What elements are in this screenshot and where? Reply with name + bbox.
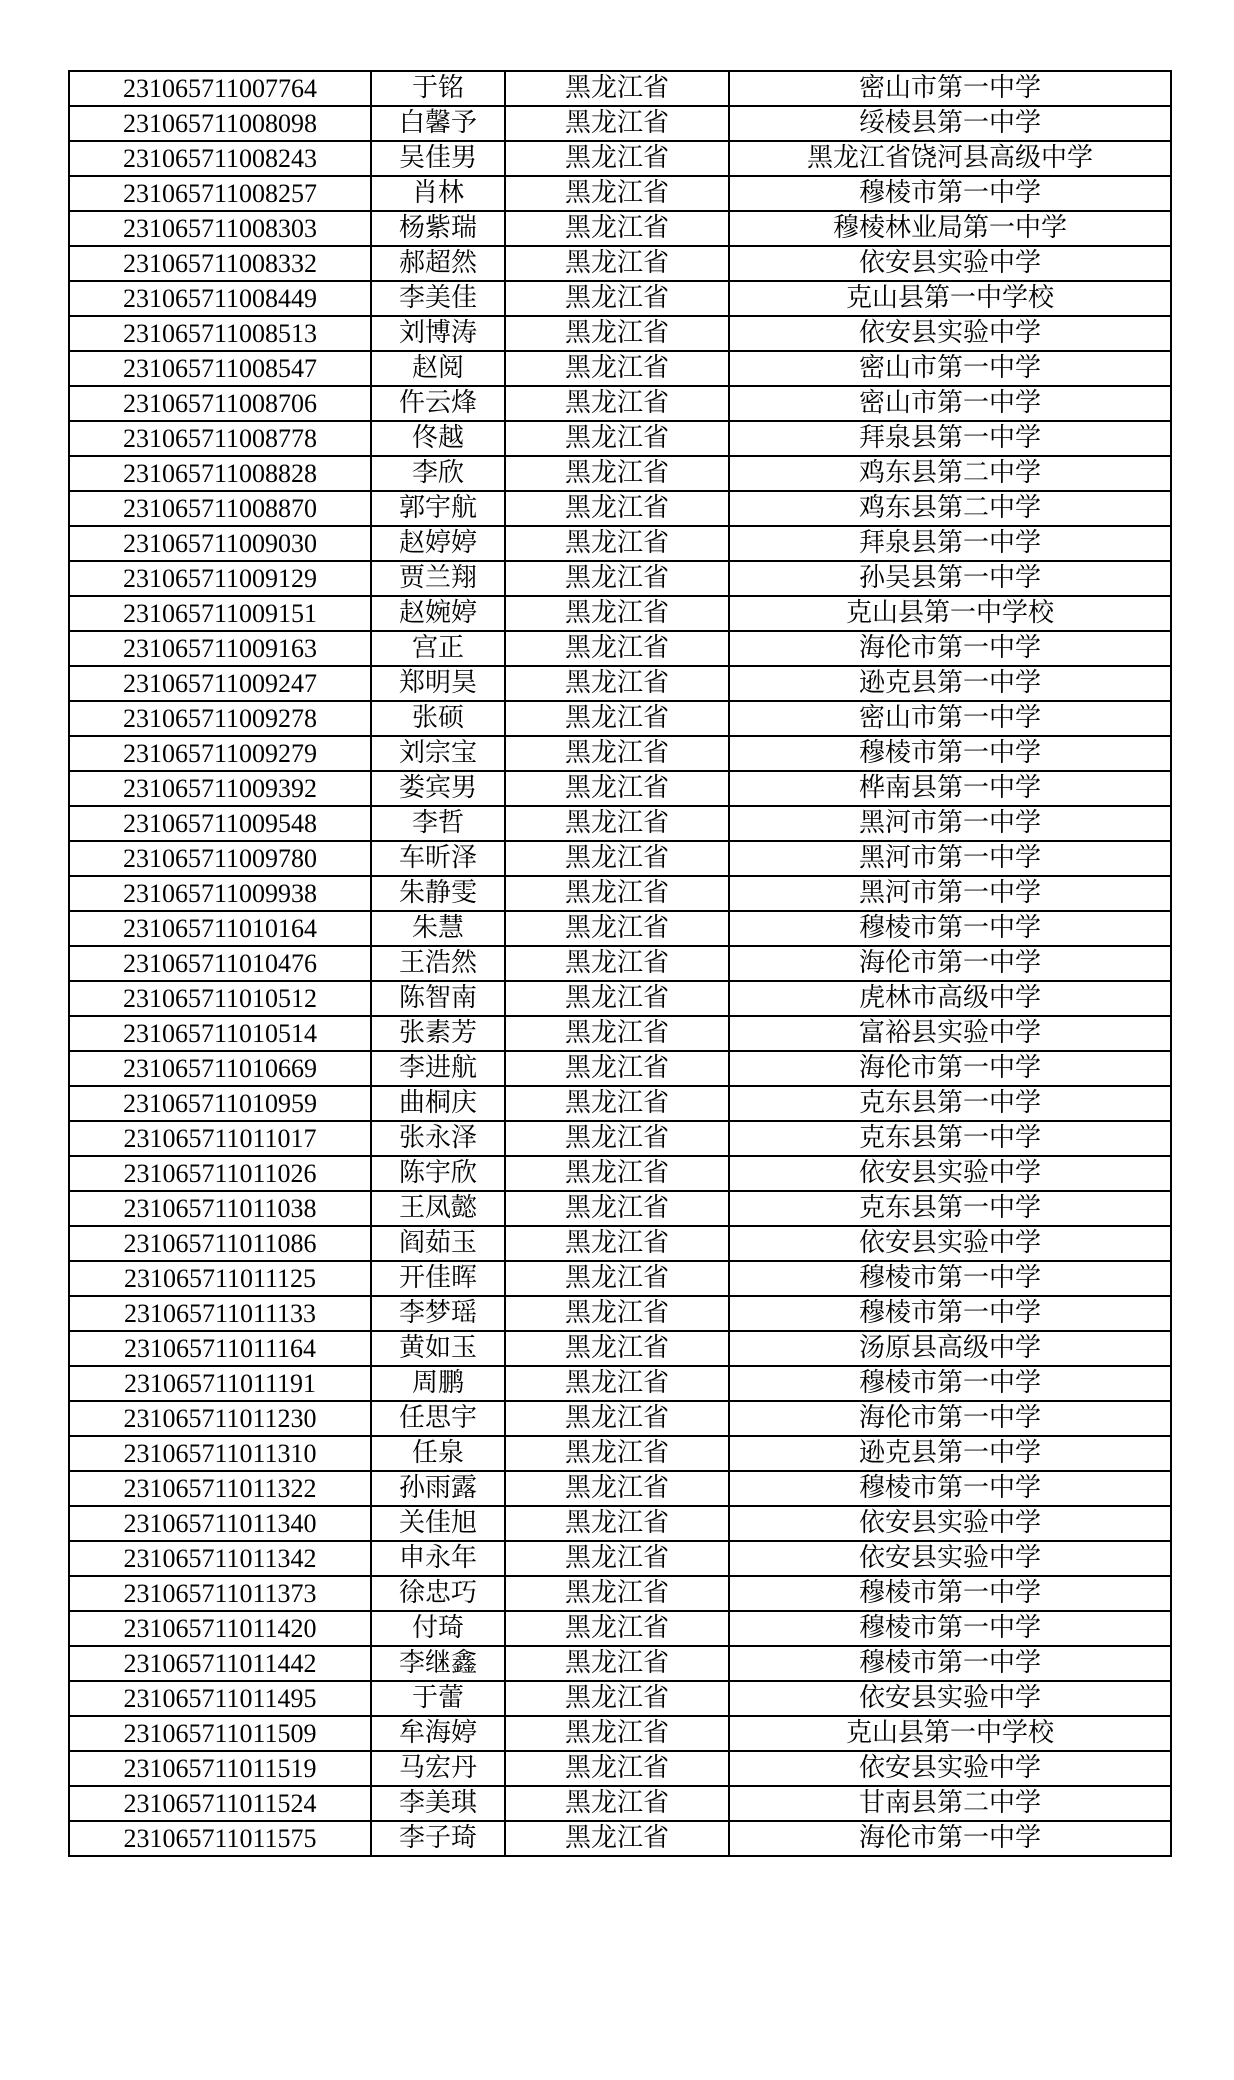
school-cell: 密山市第一中学 — [729, 71, 1171, 106]
student-id-cell: 231065711010669 — [69, 1051, 371, 1086]
school-cell: 虎林市高级中学 — [729, 981, 1171, 1016]
student-name-cell: 白馨予 — [371, 106, 505, 141]
student-id-cell: 231065711011191 — [69, 1366, 371, 1401]
student-name-cell: 张硕 — [371, 701, 505, 736]
table-row — [69, 106, 1171, 141]
table-row — [69, 491, 1171, 526]
student-id-cell: 231065711009151 — [69, 596, 371, 631]
student-id-cell: 231065711010512 — [69, 981, 371, 1016]
school-cell: 海伦市第一中学 — [729, 1821, 1171, 1856]
school-cell: 富裕县实验中学 — [729, 1016, 1171, 1051]
student-id-cell: 231065711008303 — [69, 211, 371, 246]
table-row — [69, 1121, 1171, 1156]
school-cell: 依安县实验中学 — [729, 1541, 1171, 1576]
province-cell: 黑龙江省 — [505, 1751, 729, 1786]
table-row — [69, 1401, 1171, 1436]
province-cell: 黑龙江省 — [505, 1121, 729, 1156]
school-cell: 依安县实验中学 — [729, 1681, 1171, 1716]
student-id-cell: 231065711011322 — [69, 1471, 371, 1506]
table-row — [69, 736, 1171, 771]
province-cell: 黑龙江省 — [505, 1611, 729, 1646]
province-cell: 黑龙江省 — [505, 1086, 729, 1121]
student-id-cell: 231065711009129 — [69, 561, 371, 596]
table-row — [69, 1646, 1171, 1681]
province-cell: 黑龙江省 — [505, 981, 729, 1016]
table-row — [69, 176, 1171, 211]
student-name-cell: 陈智南 — [371, 981, 505, 1016]
school-cell: 拜泉县第一中学 — [729, 526, 1171, 561]
province-cell: 黑龙江省 — [505, 1016, 729, 1051]
province-cell: 黑龙江省 — [505, 106, 729, 141]
student-id-cell: 231065711008778 — [69, 421, 371, 456]
school-cell: 密山市第一中学 — [729, 701, 1171, 736]
table-row — [69, 771, 1171, 806]
student-id-cell: 231065711009030 — [69, 526, 371, 561]
table-row — [69, 841, 1171, 876]
student-id-cell: 231065711008870 — [69, 491, 371, 526]
student-id-cell: 231065711011524 — [69, 1786, 371, 1821]
student-name-cell: 宫正 — [371, 631, 505, 666]
school-cell: 穆棱市第一中学 — [729, 736, 1171, 771]
school-cell: 依安县实验中学 — [729, 246, 1171, 281]
student-id-cell: 231065711009163 — [69, 631, 371, 666]
student-name-cell: 李进航 — [371, 1051, 505, 1086]
student-name-cell: 周鹏 — [371, 1366, 505, 1401]
province-cell: 黑龙江省 — [505, 1226, 729, 1261]
table-row — [69, 1226, 1171, 1261]
table-row — [69, 1156, 1171, 1191]
student-name-cell: 王凤懿 — [371, 1191, 505, 1226]
student-name-cell: 车昕泽 — [371, 841, 505, 876]
student-id-cell: 231065711009548 — [69, 806, 371, 841]
school-cell: 逊克县第一中学 — [729, 666, 1171, 701]
student-name-cell: 赵婷婷 — [371, 526, 505, 561]
student-id-cell: 231065711008098 — [69, 106, 371, 141]
school-cell: 穆棱市第一中学 — [729, 1471, 1171, 1506]
student-name-cell: 李美佳 — [371, 281, 505, 316]
school-cell: 孙吴县第一中学 — [729, 561, 1171, 596]
table-row — [69, 1016, 1171, 1051]
student-name-cell: 朱慧 — [371, 911, 505, 946]
student-name-cell: 任泉 — [371, 1436, 505, 1471]
table-row — [69, 1086, 1171, 1121]
province-cell: 黑龙江省 — [505, 1051, 729, 1086]
student-name-cell: 阎茹玉 — [371, 1226, 505, 1261]
province-cell: 黑龙江省 — [505, 1331, 729, 1366]
school-cell: 克东县第一中学 — [729, 1086, 1171, 1121]
student-id-cell: 231065711011164 — [69, 1331, 371, 1366]
school-cell: 克东县第一中学 — [729, 1191, 1171, 1226]
table-row — [69, 1716, 1171, 1751]
table-row — [69, 911, 1171, 946]
student-name-cell: 贾兰翔 — [371, 561, 505, 596]
student-id-cell: 231065711011086 — [69, 1226, 371, 1261]
table-row — [69, 1751, 1171, 1786]
table-row — [69, 701, 1171, 736]
province-cell: 黑龙江省 — [505, 806, 729, 841]
school-cell: 依安县实验中学 — [729, 1226, 1171, 1261]
school-cell: 依安县实验中学 — [729, 1156, 1171, 1191]
student-id-cell: 231065711011038 — [69, 1191, 371, 1226]
school-cell: 汤原县高级中学 — [729, 1331, 1171, 1366]
province-cell: 黑龙江省 — [505, 1156, 729, 1191]
table-row — [69, 1611, 1171, 1646]
table-row — [69, 1366, 1171, 1401]
table-row — [69, 526, 1171, 561]
roster-table-body — [69, 71, 1171, 1856]
school-cell: 海伦市第一中学 — [729, 1051, 1171, 1086]
student-id-cell: 231065711011420 — [69, 1611, 371, 1646]
province-cell: 黑龙江省 — [505, 1436, 729, 1471]
table-row — [69, 1471, 1171, 1506]
table-row — [69, 1681, 1171, 1716]
province-cell: 黑龙江省 — [505, 876, 729, 911]
school-cell: 黑河市第一中学 — [729, 841, 1171, 876]
province-cell: 黑龙江省 — [505, 491, 729, 526]
school-cell: 甘南县第二中学 — [729, 1786, 1171, 1821]
table-row — [69, 246, 1171, 281]
school-cell: 密山市第一中学 — [729, 386, 1171, 421]
province-cell: 黑龙江省 — [505, 316, 729, 351]
table-row — [69, 1191, 1171, 1226]
school-cell: 依安县实验中学 — [729, 1751, 1171, 1786]
student-id-cell: 231065711009392 — [69, 771, 371, 806]
student-name-cell: 李子琦 — [371, 1821, 505, 1856]
student-id-cell: 231065711011495 — [69, 1681, 371, 1716]
province-cell: 黑龙江省 — [505, 1716, 729, 1751]
student-id-cell: 231065711008513 — [69, 316, 371, 351]
table-row — [69, 1261, 1171, 1296]
province-cell: 黑龙江省 — [505, 701, 729, 736]
school-cell: 克东县第一中学 — [729, 1121, 1171, 1156]
student-name-cell: 徐忠巧 — [371, 1576, 505, 1611]
table-row — [69, 1051, 1171, 1086]
student-id-cell: 231065711008706 — [69, 386, 371, 421]
school-cell: 依安县实验中学 — [729, 1506, 1171, 1541]
province-cell: 黑龙江省 — [505, 736, 729, 771]
student-name-cell: 张永泽 — [371, 1121, 505, 1156]
student-id-cell: 231065711011509 — [69, 1716, 371, 1751]
student-id-cell: 231065711011230 — [69, 1401, 371, 1436]
student-name-cell: 付琦 — [371, 1611, 505, 1646]
province-cell: 黑龙江省 — [505, 281, 729, 316]
student-name-cell: 赵婉婷 — [371, 596, 505, 631]
student-name-cell: 王浩然 — [371, 946, 505, 981]
school-cell: 黑河市第一中学 — [729, 876, 1171, 911]
student-id-cell: 231065711009279 — [69, 736, 371, 771]
student-name-cell: 李欣 — [371, 456, 505, 491]
student-id-cell: 231065711008449 — [69, 281, 371, 316]
school-cell: 鸡东县第二中学 — [729, 456, 1171, 491]
table-row — [69, 211, 1171, 246]
school-cell: 海伦市第一中学 — [729, 946, 1171, 981]
student-name-cell: 任思宇 — [371, 1401, 505, 1436]
province-cell: 黑龙江省 — [505, 141, 729, 176]
student-name-cell: 黄如玉 — [371, 1331, 505, 1366]
student-name-cell: 刘宗宝 — [371, 736, 505, 771]
school-cell: 密山市第一中学 — [729, 351, 1171, 386]
province-cell: 黑龙江省 — [505, 1366, 729, 1401]
student-name-cell: 开佳晖 — [371, 1261, 505, 1296]
student-name-cell: 吴佳男 — [371, 141, 505, 176]
province-cell: 黑龙江省 — [505, 386, 729, 421]
student-id-cell: 231065711009780 — [69, 841, 371, 876]
province-cell: 黑龙江省 — [505, 1296, 729, 1331]
table-row — [69, 1506, 1171, 1541]
table-row — [69, 666, 1171, 701]
school-cell: 克山县第一中学校 — [729, 596, 1171, 631]
school-cell: 穆棱市第一中学 — [729, 1366, 1171, 1401]
school-cell: 黑河市第一中学 — [729, 806, 1171, 841]
province-cell: 黑龙江省 — [505, 526, 729, 561]
student-name-cell: 刘博涛 — [371, 316, 505, 351]
province-cell: 黑龙江省 — [505, 1506, 729, 1541]
school-cell: 穆棱林业局第一中学 — [729, 211, 1171, 246]
student-name-cell: 郑明昊 — [371, 666, 505, 701]
student-name-cell: 郭宇航 — [371, 491, 505, 526]
province-cell: 黑龙江省 — [505, 351, 729, 386]
province-cell: 黑龙江省 — [505, 911, 729, 946]
school-cell: 穆棱市第一中学 — [729, 911, 1171, 946]
student-id-cell: 231065711010164 — [69, 911, 371, 946]
roster-table — [68, 70, 1172, 1857]
student-name-cell: 陈宇欣 — [371, 1156, 505, 1191]
province-cell: 黑龙江省 — [505, 946, 729, 981]
province-cell: 黑龙江省 — [505, 666, 729, 701]
student-id-cell: 231065711008257 — [69, 176, 371, 211]
student-id-cell: 231065711010959 — [69, 1086, 371, 1121]
province-cell: 黑龙江省 — [505, 1681, 729, 1716]
school-cell: 穆棱市第一中学 — [729, 1646, 1171, 1681]
school-cell: 依安县实验中学 — [729, 316, 1171, 351]
school-cell: 穆棱市第一中学 — [729, 1296, 1171, 1331]
student-name-cell: 于铭 — [371, 71, 505, 106]
student-name-cell: 李梦瑶 — [371, 1296, 505, 1331]
table-row — [69, 386, 1171, 421]
student-id-cell: 231065711011017 — [69, 1121, 371, 1156]
student-name-cell: 杨紫瑞 — [371, 211, 505, 246]
student-name-cell: 牟海婷 — [371, 1716, 505, 1751]
school-cell: 黑龙江省饶河县高级中学 — [729, 141, 1171, 176]
table-row — [69, 351, 1171, 386]
student-name-cell: 马宏丹 — [371, 1751, 505, 1786]
student-name-cell: 肖林 — [371, 176, 505, 211]
student-name-cell: 曲桐庆 — [371, 1086, 505, 1121]
student-id-cell: 231065711011342 — [69, 1541, 371, 1576]
province-cell: 黑龙江省 — [505, 841, 729, 876]
student-id-cell: 231065711009278 — [69, 701, 371, 736]
school-cell: 海伦市第一中学 — [729, 631, 1171, 666]
province-cell: 黑龙江省 — [505, 211, 729, 246]
school-cell: 穆棱市第一中学 — [729, 1576, 1171, 1611]
province-cell: 黑龙江省 — [505, 456, 729, 491]
student-name-cell: 仵云烽 — [371, 386, 505, 421]
province-cell: 黑龙江省 — [505, 1576, 729, 1611]
school-cell: 绥棱县第一中学 — [729, 106, 1171, 141]
student-id-cell: 231065711011310 — [69, 1436, 371, 1471]
student-id-cell: 231065711009938 — [69, 876, 371, 911]
student-name-cell: 郝超然 — [371, 246, 505, 281]
province-cell: 黑龙江省 — [505, 1261, 729, 1296]
student-id-cell: 231065711010514 — [69, 1016, 371, 1051]
table-row — [69, 1821, 1171, 1856]
student-name-cell: 关佳旭 — [371, 1506, 505, 1541]
school-cell: 克山县第一中学校 — [729, 1716, 1171, 1751]
province-cell: 黑龙江省 — [505, 421, 729, 456]
province-cell: 黑龙江省 — [505, 771, 729, 806]
province-cell: 黑龙江省 — [505, 1401, 729, 1436]
school-cell: 鸡东县第二中学 — [729, 491, 1171, 526]
school-cell: 克山县第一中学校 — [729, 281, 1171, 316]
province-cell: 黑龙江省 — [505, 596, 729, 631]
student-id-cell: 231065711008547 — [69, 351, 371, 386]
student-id-cell: 231065711010476 — [69, 946, 371, 981]
student-name-cell: 孙雨露 — [371, 1471, 505, 1506]
student-id-cell: 231065711011442 — [69, 1646, 371, 1681]
student-id-cell: 231065711007764 — [69, 71, 371, 106]
table-row — [69, 1331, 1171, 1366]
student-name-cell: 李哲 — [371, 806, 505, 841]
student-id-cell: 231065711008243 — [69, 141, 371, 176]
student-name-cell: 佟越 — [371, 421, 505, 456]
school-cell: 穆棱市第一中学 — [729, 1611, 1171, 1646]
student-name-cell: 娄宾男 — [371, 771, 505, 806]
province-cell: 黑龙江省 — [505, 1786, 729, 1821]
province-cell: 黑龙江省 — [505, 1471, 729, 1506]
student-id-cell: 231065711011575 — [69, 1821, 371, 1856]
province-cell: 黑龙江省 — [505, 246, 729, 281]
school-cell: 逊克县第一中学 — [729, 1436, 1171, 1471]
student-id-cell: 231065711011125 — [69, 1261, 371, 1296]
province-cell: 黑龙江省 — [505, 71, 729, 106]
table-row — [69, 1296, 1171, 1331]
student-id-cell: 231065711009247 — [69, 666, 371, 701]
province-cell: 黑龙江省 — [505, 1191, 729, 1226]
school-cell: 桦南县第一中学 — [729, 771, 1171, 806]
table-row — [69, 1786, 1171, 1821]
table-row — [69, 876, 1171, 911]
student-id-cell: 231065711008332 — [69, 246, 371, 281]
school-cell: 海伦市第一中学 — [729, 1401, 1171, 1436]
table-row — [69, 71, 1171, 106]
table-row — [69, 561, 1171, 596]
table-row — [69, 1576, 1171, 1611]
table-row — [69, 456, 1171, 491]
province-cell: 黑龙江省 — [505, 631, 729, 666]
table-row — [69, 596, 1171, 631]
school-cell: 穆棱市第一中学 — [729, 1261, 1171, 1296]
table-row — [69, 141, 1171, 176]
student-id-cell: 231065711011026 — [69, 1156, 371, 1191]
student-name-cell: 赵阅 — [371, 351, 505, 386]
school-cell: 穆棱市第一中学 — [729, 176, 1171, 211]
table-row — [69, 421, 1171, 456]
province-cell: 黑龙江省 — [505, 1646, 729, 1681]
table-row — [69, 1436, 1171, 1471]
student-id-cell: 231065711011133 — [69, 1296, 371, 1331]
table-row — [69, 1541, 1171, 1576]
student-name-cell: 李继鑫 — [371, 1646, 505, 1681]
table-row — [69, 316, 1171, 351]
table-row — [69, 806, 1171, 841]
province-cell: 黑龙江省 — [505, 1821, 729, 1856]
table-row — [69, 281, 1171, 316]
province-cell: 黑龙江省 — [505, 176, 729, 211]
student-name-cell: 申永年 — [371, 1541, 505, 1576]
student-name-cell: 于蕾 — [371, 1681, 505, 1716]
province-cell: 黑龙江省 — [505, 561, 729, 596]
student-name-cell: 张素芳 — [371, 1016, 505, 1051]
province-cell: 黑龙江省 — [505, 1541, 729, 1576]
school-cell: 拜泉县第一中学 — [729, 421, 1171, 456]
student-id-cell: 231065711011340 — [69, 1506, 371, 1541]
table-row — [69, 946, 1171, 981]
student-name-cell: 李美琪 — [371, 1786, 505, 1821]
student-name-cell: 朱静雯 — [371, 876, 505, 911]
student-id-cell: 231065711008828 — [69, 456, 371, 491]
table-row — [69, 631, 1171, 666]
student-id-cell: 231065711011373 — [69, 1576, 371, 1611]
table-row — [69, 981, 1171, 1016]
student-id-cell: 231065711011519 — [69, 1751, 371, 1786]
